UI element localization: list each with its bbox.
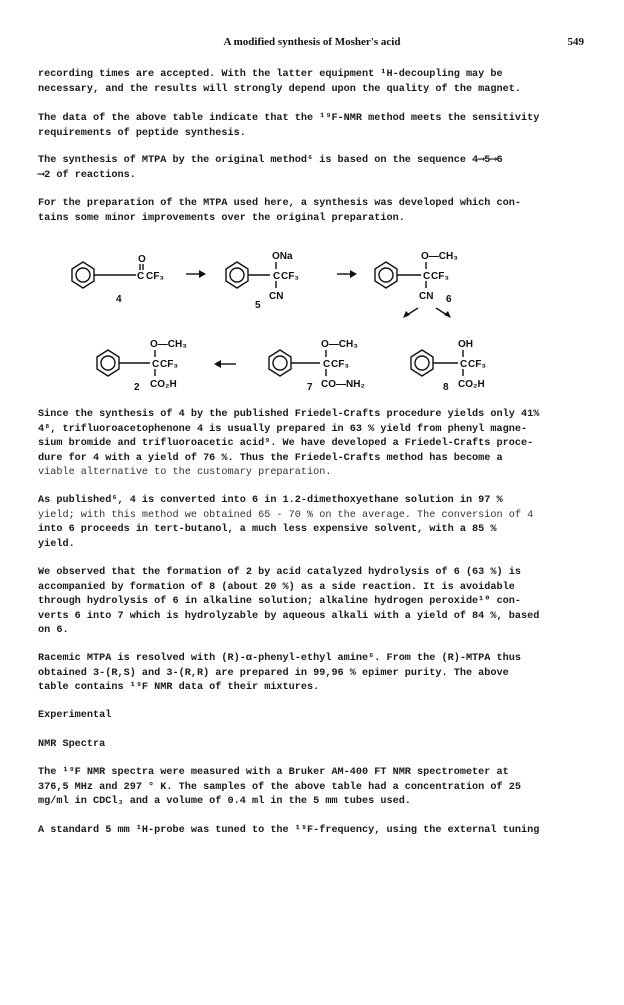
- label-carbon-4: C: [137, 271, 145, 282]
- label-cf3-7: CF₃: [331, 359, 349, 370]
- text-line: viable alternative to the customary preparation.: [38, 467, 332, 478]
- label-oxygen-4: O: [138, 254, 146, 265]
- text-line: accompanied by formation of 8 (about 20 %) as a side reaction. It is avoidable: [38, 581, 515, 593]
- text-line: ⟶2 of reactions.: [38, 169, 136, 181]
- label-ona-5: ONa: [272, 251, 293, 262]
- label-och3-2: O—CH₃: [150, 339, 187, 350]
- label-oh-8: OH: [458, 339, 473, 350]
- text-line: Since the synthesis of 4 by the published Friedel-Crafts procedure yields only 41%: [38, 409, 540, 420]
- compound-number-7: 7: [307, 382, 313, 393]
- label-carbon-6: C: [423, 271, 431, 282]
- compound-number-4: 4: [116, 294, 122, 305]
- text-line: verts 6 into 7 which is hydrolyzable by aqueous alkali with a yield of 84 %, based: [38, 610, 540, 622]
- label-cf3-4: CF₃: [146, 271, 164, 282]
- heading-text: NMR Spectra: [38, 739, 106, 750]
- text-line: As published⁶, 4 is converted into 6 in 1.2-dimethoxyethane solution in 97 %: [38, 495, 503, 506]
- label-conh2-7: CO—NH₂: [321, 379, 365, 390]
- label-carbon-2: C: [152, 359, 160, 370]
- paragraph-recording-times: [38, 68, 586, 97]
- label-co2h-2: CO₂H: [150, 379, 177, 390]
- benzene-ring-8: [411, 350, 433, 376]
- heading-experimental: [38, 709, 586, 724]
- text-line: We observed that the formation of 2 by acid catalyzed hydrolysis of 6 (63 %) is: [38, 567, 521, 578]
- compound-number-8: 8: [443, 382, 449, 393]
- text-line: yield.: [38, 538, 75, 550]
- text-line: on 6.: [38, 625, 69, 636]
- paragraph-synthesis-sequence: [38, 154, 586, 183]
- text-line: through hydrolysis of 6 in alkaline solution; alkaline hydrogen peroxide¹⁰ con-: [38, 596, 521, 607]
- compound-number-5: 5: [255, 300, 261, 311]
- label-carbon-5: C: [273, 271, 281, 282]
- text-line: 4⁸, trifluoroacetophenone 4 is usually prepared in 63 % yield from phenyl magne-: [38, 423, 528, 435]
- header-title: A modified synthesis of Mosher's acid: [223, 36, 401, 48]
- text-line: yield; with this method we obtained 65 - 70 % on the average. The conversion of 4: [38, 509, 534, 521]
- text-line: recording times are accepted. With the latter equipment ¹H-decoupling may be: [38, 69, 503, 80]
- paragraph-nmr-measurement: [38, 766, 586, 810]
- text-line: The synthesis of MTPA by the original method⁶ is based on the sequence 4⟶5⟶6: [38, 155, 503, 166]
- text-line: For the preparation of the MTPA used here, a synthesis was developed which con-: [38, 198, 521, 209]
- paragraph-sensitivity: [38, 112, 586, 141]
- label-carbon-8: C: [460, 359, 468, 370]
- paragraph-probe-tuning: [38, 824, 586, 839]
- running-header: [0, 36, 624, 50]
- benzene-ring-7: [269, 350, 291, 376]
- paragraph-friedel-crafts: [38, 408, 586, 481]
- page-number: 549: [567, 36, 584, 48]
- text-line: tains some minor improvements over the original preparation.: [38, 212, 405, 224]
- benzene-ring-6: [375, 262, 397, 288]
- text-line: A standard 5 mm ¹H-probe was tuned to the ¹⁹F-frequency, using the external tuning: [38, 825, 540, 836]
- paragraph-hydrolysis: [38, 566, 586, 639]
- label-cf3-5: CF₃: [281, 271, 299, 282]
- text-line: necessary, and the results will strongly depend upon the quality of the magnet.: [38, 83, 521, 95]
- text-line: table contains ¹⁹F NMR data of their mixtures.: [38, 682, 320, 693]
- paragraph-racemic-mtpa: [38, 652, 586, 696]
- text-line: Racemic MTPA is resolved with (R)-α-phenyl-ethyl amine⁶. From the (R)-MTPA thus: [38, 653, 521, 664]
- text-line: mg/ml in CDCl₃ and a volume of 0.4 ml in the 5 mm tubes used.: [38, 796, 411, 807]
- label-cf3-8: CF₃: [468, 359, 486, 370]
- text-line: 376,5 MHz and 297 ° K. The samples of the above table had a concentration of 25: [38, 781, 521, 793]
- label-cf3-2: CF₃: [160, 359, 178, 370]
- label-cn-5: CN: [269, 291, 284, 302]
- label-och3-6: O—CH₃: [421, 251, 458, 262]
- reaction-scheme: [0, 240, 624, 412]
- compound-number-6: 6: [446, 294, 452, 305]
- label-cn-6: CN: [419, 291, 434, 302]
- paragraph-preparation: [38, 197, 586, 226]
- label-cf3-6: CF₃: [431, 271, 449, 282]
- text-line: sium bromide and trifluoroacetic acid⁹. We have developed a Friedel-Crafts proce-: [38, 438, 534, 449]
- text-line: The data of the above table indicate that the ¹⁹F-NMR method meets the sensitivity: [38, 113, 540, 124]
- text-line: The ¹⁹F NMR spectra were measured with a Bruker AM-400 FT NMR spectrometer at: [38, 767, 509, 778]
- text-line: into 6 proceeds in tert-butanol, a much less expensive solvent, with a 85 %: [38, 524, 497, 535]
- text-line: obtained 3-(R,S) and 3-(R,R) are prepared in 99,96 % epimer purity. The above: [38, 667, 509, 679]
- text-line: dure for 4 with a yield of 76 %. Thus the Friedel-Crafts method has become a: [38, 452, 503, 464]
- label-co2h-8: CO₂H: [458, 379, 485, 390]
- paragraph-conversion: [38, 494, 586, 552]
- text-line: requirements of peptide synthesis.: [38, 127, 246, 139]
- heading-nmr-spectra: [38, 738, 586, 753]
- label-och3-7: O—CH₃: [321, 339, 358, 350]
- heading-text: Experimental: [38, 710, 112, 721]
- compound-number-2: 2: [134, 382, 140, 393]
- label-carbon-7: C: [323, 359, 331, 370]
